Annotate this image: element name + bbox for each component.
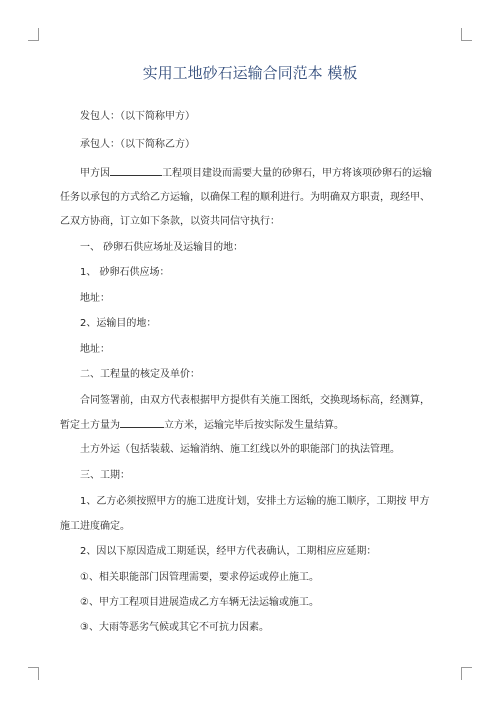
crop-mark-bottom-left <box>28 667 39 680</box>
delay-reason-1: ①、相关职能部门因管理需要，要求停运或停止施工。 <box>80 572 319 583</box>
crop-mark-top-left <box>28 28 39 41</box>
quantity-suffix: 立方米，运输完毕后按实际发生量结算。 <box>164 420 344 431</box>
item-supply-site: 1、 砂卵石供应场： <box>80 267 170 278</box>
crop-mark-bottom-right <box>461 667 472 680</box>
intro-suffix: 工程项目建设而需要大量的砂卵石，甲方将该项砂卵石的运输 <box>162 168 432 179</box>
paragraph-intro-line-2: 任务以承包的方式给乙方运输，以确保工程的顺利进行。为明确双方职责，现经甲、 <box>60 192 430 203</box>
fill-in-blank-volume <box>120 418 164 428</box>
delay-reason-3: ③、大雨等恶劣气候或其它不可抗力因素。 <box>80 622 269 633</box>
paragraph-earth-transport: 土方外运（包括装载、运输消纳、施工红线以外的职能部门的执法管理。 <box>80 444 400 455</box>
paragraph-quantity-line-2 <box>60 418 344 433</box>
paragraph-employer: 发包人：（以下简称甲方） <box>80 111 195 122</box>
document-title: 实用工地砂石运输合同范本 模板 <box>142 64 358 82</box>
paragraph-intro-line-1 <box>80 166 432 181</box>
paragraph-quantity-line-1: 合同签署前，由双方代表根据甲方提供有关施工图纸，交换现场标高，经测算， <box>80 395 430 406</box>
destination-address-label: 地址： <box>80 344 110 355</box>
section-heading-2: 二、工程量的核定及单价： <box>80 369 200 380</box>
supply-address-label: 地址： <box>80 293 110 304</box>
paragraph-contractor: 承包人：（以下简称乙方） <box>80 139 195 150</box>
paragraph-intro-line-3: 乙双方协商，订立如下条款，以资共同信守执行： <box>60 216 280 227</box>
fill-in-blank-project <box>110 166 162 176</box>
quantity-prefix: 暂定土方量为 <box>60 420 120 431</box>
section-heading-3: 三、工期： <box>80 470 130 481</box>
clause-schedule-line-2: 施工进度确定。 <box>60 521 130 532</box>
intro-prefix: 甲方因 <box>80 168 110 179</box>
item-destination: 2、运输目的地： <box>80 318 157 329</box>
delay-reason-2: ②、甲方工程项目进展造成乙方车辆无法运输或施工。 <box>80 597 319 608</box>
crop-mark-top-right <box>461 28 472 41</box>
clause-schedule-line-1: 1、乙方必须按照甲方的施工进度计划，安排土方运输的施工顺序，工期按 甲方 <box>80 496 430 507</box>
clause-delay: 2、因以下原因造成工期延误，经甲方代表确认，工期相应应延期： <box>80 546 377 557</box>
section-heading-1: 一、 砂卵石供应场址及运输目的地： <box>80 242 244 253</box>
